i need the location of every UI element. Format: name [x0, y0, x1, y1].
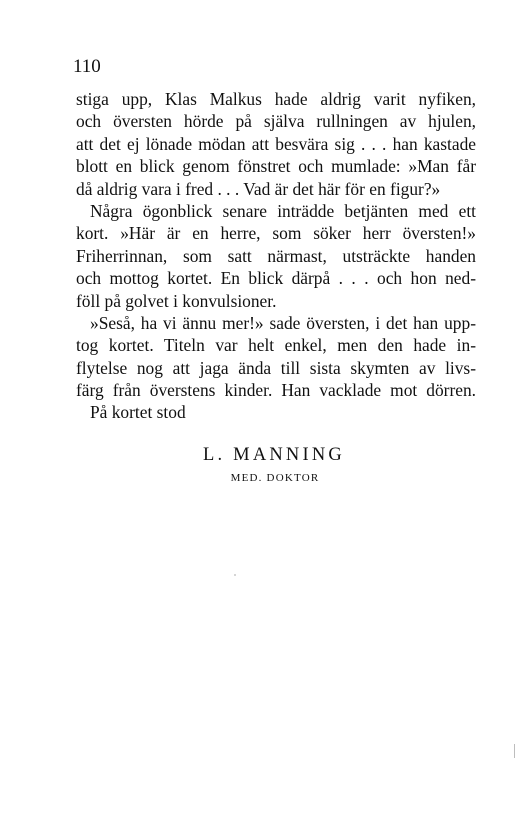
- text-line: och översten hörde på själva rullningen av hjulen,: [76, 111, 476, 132]
- text-line: Friherrinnan, som satt närmast, utsträckte handen: [76, 245, 476, 266]
- text-line: flytelse nog att jaga ända till sista skymten av livs-: [76, 357, 476, 378]
- text-line: På kortet stod: [90, 402, 186, 423]
- text-line: att det ej lönade mödan att besvära sig . . . han kastade: [76, 133, 476, 154]
- body-text: [76, 88, 476, 424]
- card-name: L. MANNING: [203, 445, 345, 465]
- text-line: föll på golvet i konvulsioner.: [76, 290, 277, 311]
- text-line: stiga upp, Klas Malkus hade aldrig varit nyfiken,: [76, 89, 476, 109]
- page-number: 110: [73, 56, 101, 77]
- text-line: »Seså, ha vi ännu mer!» sade översten, i det han upp-: [90, 312, 476, 333]
- text-line: och mottog kortet. En blick därpå . . . och hon ned-: [76, 268, 476, 289]
- page-edge-mark: [514, 744, 515, 758]
- text-line: tog kortet. Titeln var helt enkel, men den hade in-: [76, 335, 476, 356]
- text-line: färg från överstens kinder. Han vacklade mot dörren.: [76, 380, 476, 401]
- text-line: blott en blick genom fönstret och mumlade: »Man får: [76, 156, 476, 177]
- text-line: kort. »Här är en herre, som söker herr översten!»: [76, 223, 476, 244]
- paper-speck: [234, 574, 236, 576]
- calling-card: [0, 443, 520, 485]
- card-title: MED. DOKTOR: [230, 472, 320, 484]
- text-line: då aldrig vara i fred . . . Vad är det här för en figur?»: [76, 178, 441, 199]
- text-line: Några ögonblick senare inträdde betjänten med ett: [90, 200, 476, 221]
